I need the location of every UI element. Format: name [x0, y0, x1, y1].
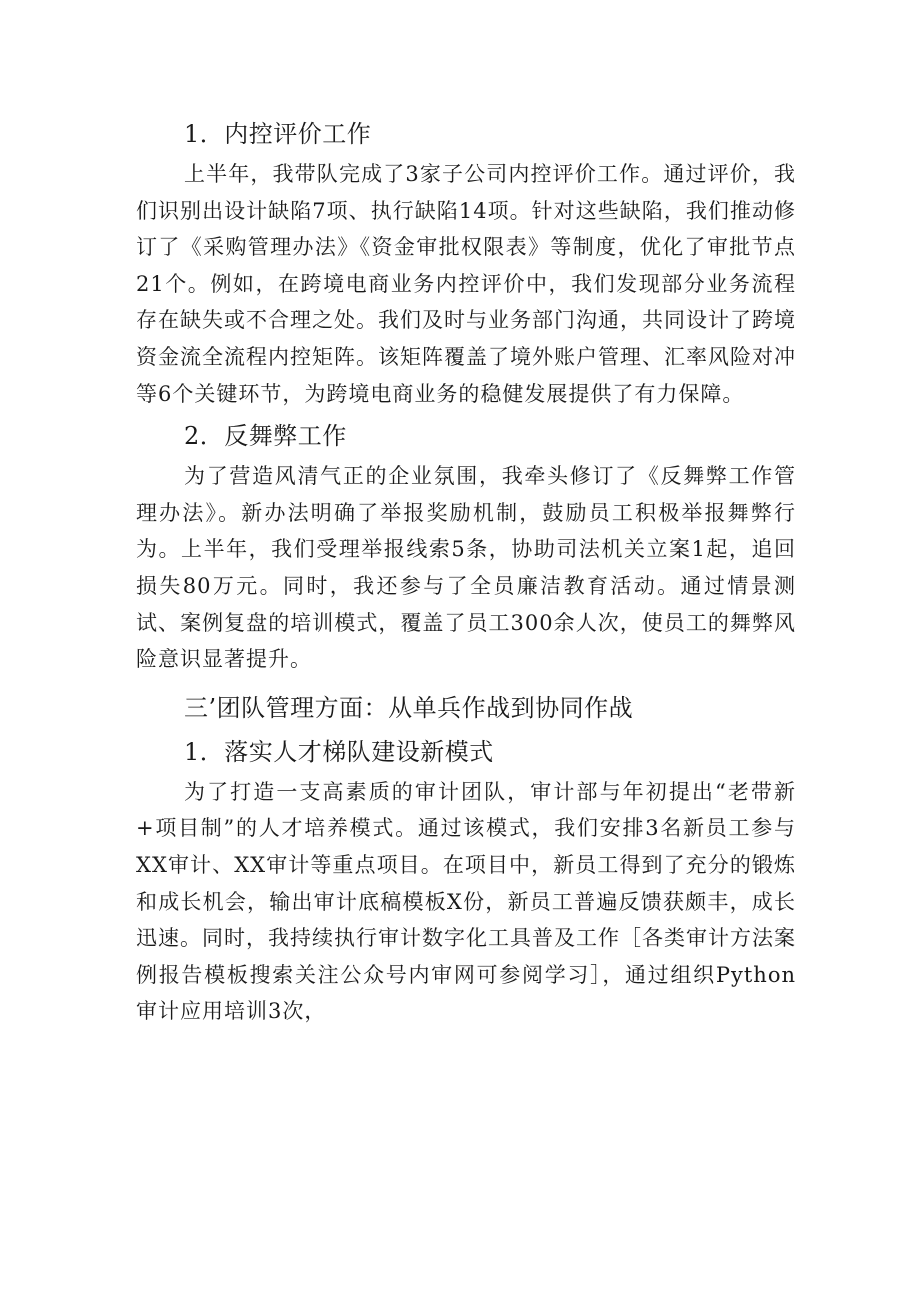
section-heading-anti-fraud: 2．反舞弊工作	[184, 422, 347, 451]
section-heading-talent-echelon: 1．落实人才梯队建设新模式	[184, 737, 494, 766]
spacer	[136, 678, 796, 686]
paragraph-talent-echelon: 为了打造一支高素质的审计团队，审计部与年初提出“老带新+项目制”的人才培养模式。通过该模式，我们安排3名新员工参与XX审计、XX审计等重点项目。在项目中，新员工得到了充分的锻炼和成长机会，输出审计底稿模板X份，新员工普遍反馈获颇丰，成长迅速。同时，我持续执行审计数字化工具普及工作［各类审计方法案例报告模板搜索关注公众号内审网可参阅学习］，通过组织Python审计应用培训3次，	[136, 779, 796, 1024]
section-heading-internal-control: 1．内控评价工作	[184, 120, 372, 148]
paragraph-internal-control: 上半年，我带队完成了3家子公司内控评价工作。通过评价，我们识别出设计缺陷7项、执行缺陷14项。针对这些缺陷，我们推动修订了《采购管理办法》《资金审批权限表》等制度，优化了审批节点21个。例如，在跨境电商业务内控评价中，我们发现部分业务流程存在缺失或不合理之处。我们及时与业务部门沟通，共同设计了跨境资金流全流程内控矩阵。该矩阵覆盖了境外账户管理、汇率风险对冲等6个关键环节，为跨境电商业务的稳健发展提供了有力保障。	[136, 162, 796, 406]
chapter-heading-team-management: 三’团队管理方面：从单兵作战到协同作战	[184, 693, 634, 722]
document-body	[136, 112, 796, 1030]
paragraph-anti-fraud: 为了营造风清气正的企业氛围，我牵头修订了《反舞弊工作管理办法》。新办法明确了举报奖励机制，鼓励员工积极举报舞弊行为。上半年，我们受理举报线索5条，协助司法机关立案1起，追回损失80万元。同时，我还参与了全员廉洁教育活动。通过情景测试、案例复盘的培训模式，覆盖了员工300余人次，使员工的舞弊风险意识显著提升。	[136, 464, 796, 672]
